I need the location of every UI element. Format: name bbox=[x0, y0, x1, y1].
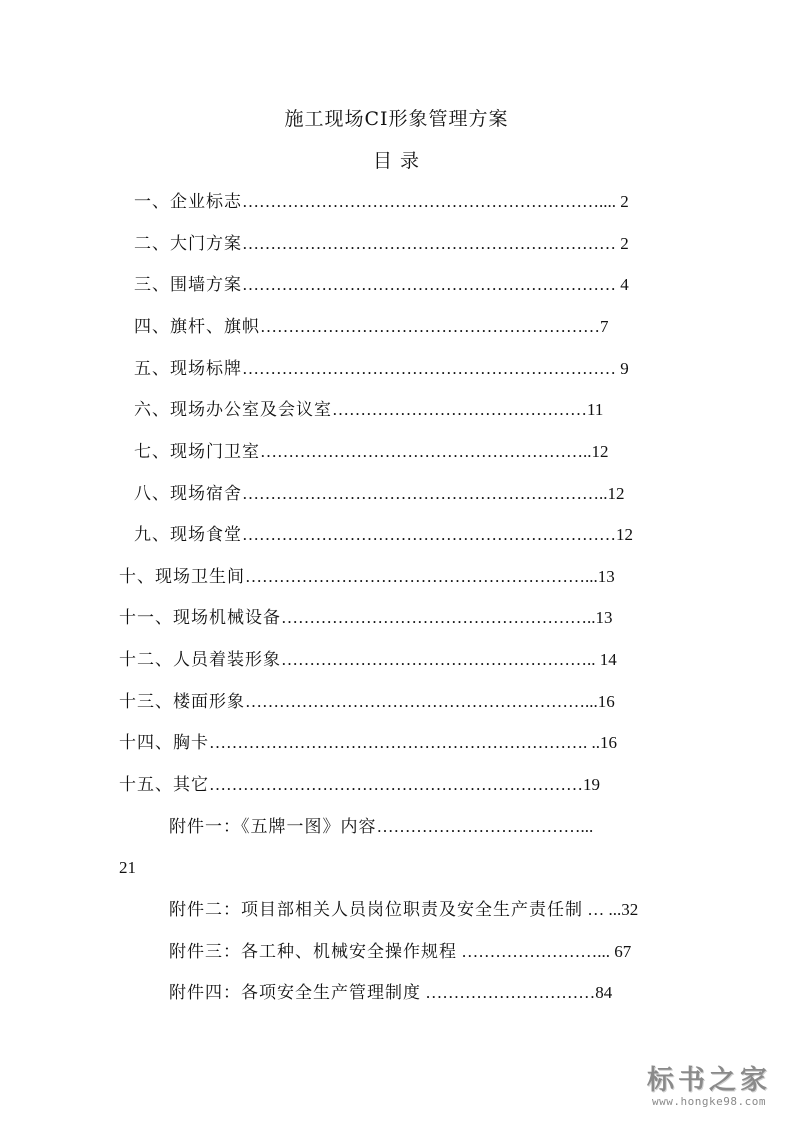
toc-entry-page: 67 bbox=[614, 942, 632, 961]
toc-entry-dots: ………………………… bbox=[421, 983, 596, 1002]
toc-entry-dots: ………………………………………………………… bbox=[209, 775, 583, 794]
toc-entry-label: 三、围墙方案 bbox=[134, 275, 242, 295]
toc-entry-page: 19 bbox=[583, 775, 600, 794]
toc-entry-page: 2 bbox=[620, 192, 629, 211]
toc-entry-12 bbox=[119, 648, 659, 672]
toc-entry-dots: ……………………………………………………... bbox=[245, 567, 598, 586]
toc-entry-3 bbox=[134, 273, 654, 297]
toc-entry-9 bbox=[134, 523, 662, 547]
toc-entry-dots: ……………………………………………….. bbox=[281, 650, 600, 669]
toc-entry-page: 13 bbox=[597, 567, 615, 586]
toc-entry-2 bbox=[134, 232, 654, 256]
toc-entry-label: 附件二：项目部相关人员岗位职责及安全生产责任制 bbox=[169, 900, 583, 920]
watermark-url: www.hongke98.com bbox=[652, 1095, 766, 1108]
watermark-name: 标书之家 bbox=[647, 1065, 771, 1096]
toc-appendix-4 bbox=[169, 981, 663, 1005]
toc-entry-page: 13 bbox=[595, 608, 613, 627]
toc-entry-6 bbox=[134, 398, 658, 422]
toc-entry-dots: ……………………………………… bbox=[332, 400, 587, 419]
toc-entry-label: 附件一：《五牌一图》内容 bbox=[169, 817, 377, 837]
toc-entry-label: 四、旗杆、旗帜 bbox=[134, 317, 260, 337]
toc-entry-5 bbox=[134, 357, 654, 381]
toc-entry-page: 11 bbox=[587, 400, 604, 419]
toc-entry-dots: ………………………………………………………… bbox=[242, 275, 621, 294]
toc-entry-label: 二、大门方案 bbox=[134, 234, 242, 254]
toc-entry-11 bbox=[119, 606, 659, 630]
toc-entry-label: 十四、胸卡 bbox=[119, 733, 209, 753]
toc-entry-dots: ………………………………... bbox=[376, 817, 594, 836]
toc-entry-label: 十三、楼面形象 bbox=[119, 692, 245, 712]
toc-entry-page: 7 bbox=[600, 317, 609, 336]
document-title: 施工现场CI形象管理方案 bbox=[284, 108, 509, 130]
toc-entry-dots: ………………………………………………………… bbox=[242, 525, 616, 544]
toc-entry-page: 4 bbox=[620, 275, 629, 294]
toc-entry-page: 12 bbox=[591, 442, 609, 461]
toc-entry-dots: ……………………………………………….. bbox=[281, 608, 596, 627]
toc-entry-8 bbox=[134, 482, 658, 506]
toc-entry-label: 十二、人员着装形象 bbox=[119, 650, 281, 670]
toc-entry-14 bbox=[119, 731, 659, 755]
toc-entry-dots: …………………………………………………… bbox=[260, 317, 600, 336]
toc-entry-label: 十五、其它 bbox=[119, 775, 209, 795]
toc-entry-page: 2 bbox=[620, 234, 629, 253]
toc-entry-page: 14 bbox=[599, 650, 617, 669]
toc-entry-label: 六、现场办公室及会议室 bbox=[134, 400, 332, 420]
toc-entry-label: 一、企业标志 bbox=[134, 192, 242, 212]
toc-appendix-3 bbox=[169, 940, 663, 964]
toc-entry-page: 84 bbox=[595, 983, 613, 1002]
watermark-logo bbox=[639, 1058, 779, 1108]
toc-entry-dots: ……………………………………………………….. bbox=[242, 484, 608, 503]
toc-appendix-1-page bbox=[119, 856, 179, 880]
toc-entry-13 bbox=[119, 690, 659, 714]
toc-entry-page: 16 bbox=[600, 733, 617, 752]
toc-entry-1 bbox=[134, 190, 654, 214]
toc-entry-label: 附件四：各项安全生产管理制度 bbox=[169, 983, 421, 1003]
toc-entry-page: 12 bbox=[616, 525, 633, 544]
toc-entry-dots: ……………………………………………………... bbox=[245, 692, 598, 711]
toc-entry-page: 9 bbox=[620, 359, 629, 378]
toc-entry-4 bbox=[134, 315, 654, 339]
toc-entry-7 bbox=[134, 440, 658, 464]
toc-entry-dots: ………………………………………………………… bbox=[242, 234, 621, 253]
toc-entry-dots: ………………………………………………………… bbox=[242, 359, 621, 378]
toc-entry-page: 21 bbox=[119, 858, 136, 877]
toc-entry-label: 附件三：各工种、机械安全操作规程 bbox=[169, 942, 457, 962]
toc-entry-label: 五、现场标牌 bbox=[134, 359, 242, 379]
toc-entry-dots: ………………………………………………….. bbox=[260, 442, 592, 461]
toc-entry-dots: ……………………... bbox=[457, 942, 615, 961]
toc-appendix-1 bbox=[169, 815, 653, 839]
toc-entry-label: 八、现场宿舍 bbox=[134, 484, 242, 504]
toc-entry-label: 七、现场门卫室 bbox=[134, 442, 260, 462]
toc-entry-dots: …………………………………………………………. .. bbox=[209, 733, 600, 752]
toc-entry-page: 32 bbox=[621, 900, 639, 919]
toc-entry-page: 12 bbox=[607, 484, 625, 503]
toc-appendix-2 bbox=[169, 898, 663, 922]
toc-entry-label: 十、现场卫生间 bbox=[119, 567, 245, 587]
toc-heading: 目 录 bbox=[372, 150, 421, 172]
toc-entry-dots: ……………………………………………………….... bbox=[242, 192, 621, 211]
toc-entry-15 bbox=[119, 773, 665, 797]
toc-entry-dots: … ... bbox=[583, 900, 622, 919]
toc-entry-10 bbox=[119, 565, 659, 589]
toc-entry-label: 十一、现场机械设备 bbox=[119, 608, 281, 628]
toc-entry-label: 九、现场食堂 bbox=[134, 525, 242, 545]
toc-entry-page: 16 bbox=[597, 692, 615, 711]
